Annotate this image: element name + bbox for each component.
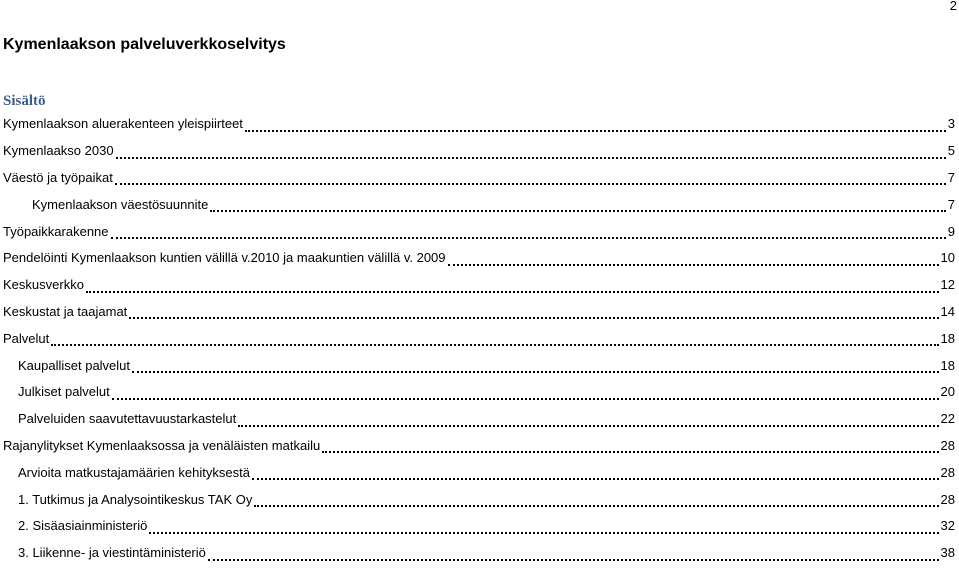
toc-entry-title: Kymenlaakson väestösuunnite [32,196,209,212]
toc-entry-title: Palveluiden saavutettavuustarkastelut [18,411,237,427]
toc-entry-page-number: 38 [940,545,955,561]
toc-entry-page-number: 7 [947,169,955,185]
toc-entry-page-number: 18 [940,330,955,346]
toc-entry-title: Kaupalliset palvelut [18,357,131,373]
toc-entry-page-number: 18 [940,357,955,373]
toc-entry-page-number: 10 [940,250,955,266]
toc-entry-title: 3. Liikenne- ja viestintäministeriö [18,545,206,561]
toc-dot-leader [252,464,939,480]
toc-entry-page-number: 7 [947,196,955,212]
toc-entry-page-number: 20 [940,384,955,400]
toc-entry[interactable] [0,165,959,192]
toc-entry[interactable] [0,245,959,272]
toc-entry[interactable] [0,111,959,138]
toc-dot-leader [322,437,938,453]
table-of-contents [0,111,959,567]
toc-entry-title: Rajanylitykset Kymenlaaksossa ja venäläisten matkailu [3,437,321,453]
toc-entry[interactable] [0,138,959,165]
toc-entry-page-number: 28 [940,437,955,453]
toc-entry[interactable] [0,540,959,567]
toc-entry[interactable] [0,352,959,379]
toc-dot-leader [448,250,939,266]
toc-dot-leader [208,545,939,561]
toc-entry-title: Palvelut [3,330,50,346]
toc-dot-leader [51,330,938,346]
toc-entry[interactable] [0,459,959,486]
toc-entry-title: Kymenlaakso 2030 [3,143,114,159]
toc-entry-page-number: 14 [940,303,955,319]
toc-entry-title: Väestö ja työpaikat [3,169,113,185]
toc-dot-leader [149,518,938,534]
toc-entry-title: Keskusverkko [3,277,84,293]
toc-entry-page-number: 28 [940,464,955,480]
toc-dot-leader [210,196,945,212]
toc-dot-leader [116,143,946,159]
toc-entry-title: Pendelöinti Kymenlaakson kuntien välillä v.2010 ja maakuntien välillä v. 2009 [3,250,446,266]
toc-entry[interactable] [0,191,959,218]
toc-dot-leader [132,357,939,373]
toc-entry-title: 1. Tutkimus ja Analysointikeskus TAK Oy [18,491,253,507]
toc-entry-title: Julkiset palvelut [18,384,110,400]
toc-entry-page-number: 5 [947,143,955,159]
toc-dot-leader [112,384,939,400]
toc-dot-leader [245,116,946,132]
toc-entry-page-number: 3 [947,116,955,132]
toc-entry-title: Arvioita matkustajamäärien kehityksestä [18,464,250,480]
toc-entry[interactable] [0,218,959,245]
toc-dot-leader [238,411,938,427]
toc-entry[interactable] [0,299,959,326]
toc-entry[interactable] [0,406,959,433]
toc-entry[interactable] [0,513,959,540]
toc-entry-page-number: 22 [940,411,955,427]
toc-dot-leader [115,169,946,185]
toc-heading: Sisältö [3,93,46,109]
document-title: Kymenlaakson palveluverkkoselvitys [3,36,286,53]
toc-entry[interactable] [0,486,959,513]
toc-dot-leader [86,277,939,293]
toc-entry[interactable] [0,325,959,352]
toc-entry[interactable] [0,272,959,299]
toc-entry-page-number: 9 [947,223,955,239]
toc-entry-title: Kymenlaakson aluerakenteen yleispiirteet [3,116,243,132]
toc-entry-title: Työpaikkarakenne [3,223,109,239]
page-number: 2 [949,0,957,13]
toc-entry-title: Keskustat ja taajamat [3,303,128,319]
toc-dot-leader [111,223,946,239]
toc-entry[interactable] [0,433,959,460]
toc-dot-leader [254,491,938,507]
toc-entry-page-number: 32 [940,518,955,534]
toc-entry-page-number: 28 [940,491,955,507]
toc-entry-title: 2. Sisäasiainministeriö [18,518,148,534]
toc-dot-leader [129,303,938,319]
toc-entry[interactable] [0,379,959,406]
toc-entry-page-number: 12 [940,277,955,293]
